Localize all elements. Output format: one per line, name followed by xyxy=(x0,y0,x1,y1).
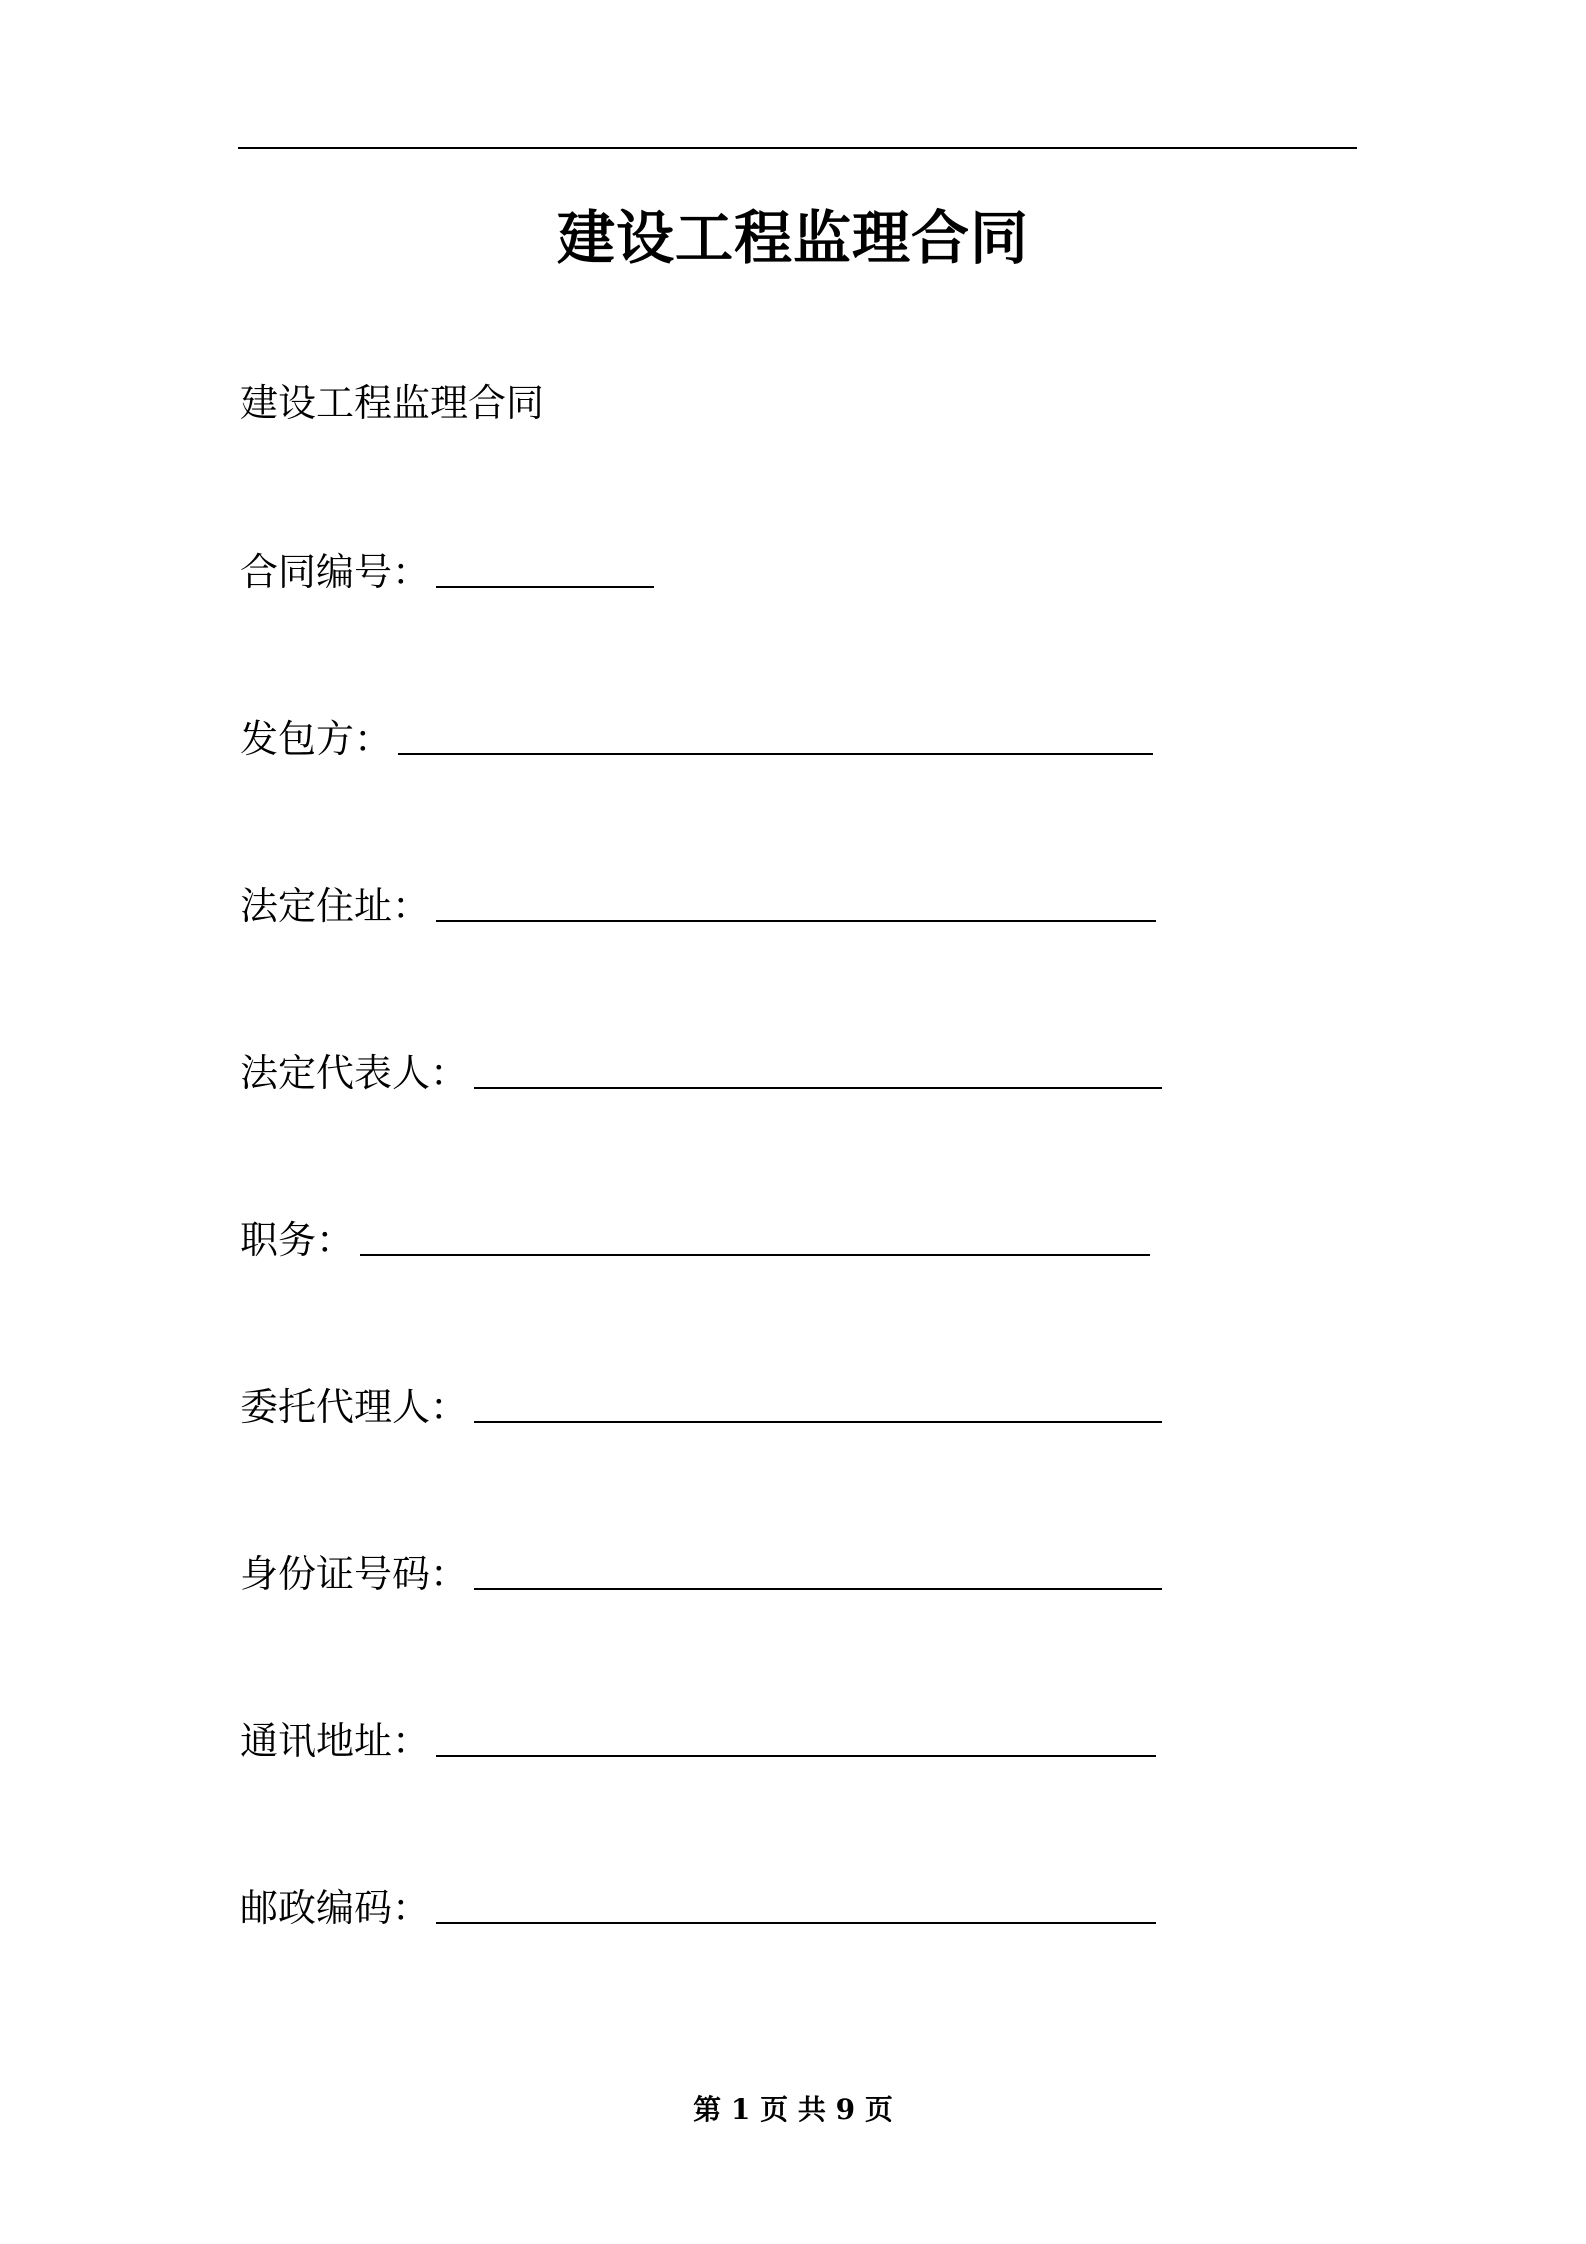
field-label-employer: 发包方： xyxy=(240,717,393,761)
document-title: 建设工程监理合同 xyxy=(556,204,1029,272)
field-label-contract-number: 合同编号： xyxy=(240,550,431,594)
header-rule xyxy=(238,147,1357,149)
field-label-id-number: 身份证号码： xyxy=(240,1552,469,1596)
field-blank-legal-representative[interactable] xyxy=(474,1087,1162,1089)
field-blank-contract-number[interactable] xyxy=(436,586,654,588)
field-label-legal-address: 法定住址： xyxy=(240,884,431,928)
form-row-contract-number xyxy=(240,547,654,597)
field-blank-legal-address[interactable] xyxy=(436,920,1156,922)
form-row-id-number xyxy=(240,1549,1162,1599)
form-row-mailing-address xyxy=(240,1716,1156,1766)
field-label-position: 职务： xyxy=(240,1218,355,1262)
form-row-postal-code xyxy=(240,1883,1156,1933)
field-label-legal-representative: 法定代表人： xyxy=(240,1051,469,1095)
field-blank-mailing-address[interactable] xyxy=(436,1755,1156,1757)
form-row-legal-address xyxy=(240,881,1156,931)
document-subtitle: 建设工程监理合同 xyxy=(240,381,545,425)
field-label-postal-code: 邮政编码： xyxy=(240,1886,431,1930)
field-blank-employer[interactable] xyxy=(398,753,1153,755)
field-blank-postal-code[interactable] xyxy=(436,1922,1156,1924)
form-row-legal-representative xyxy=(240,1048,1162,1098)
field-blank-position[interactable] xyxy=(360,1254,1150,1256)
field-blank-authorized-agent[interactable] xyxy=(474,1421,1162,1423)
form-row-employer xyxy=(240,714,1153,764)
field-label-mailing-address: 通讯地址： xyxy=(240,1719,431,1763)
field-label-authorized-agent: 委托代理人： xyxy=(240,1385,469,1429)
form-row-authorized-agent xyxy=(240,1382,1162,1432)
field-blank-id-number[interactable] xyxy=(474,1588,1162,1590)
form-row-position xyxy=(240,1215,1150,1265)
page-number: 第 1 页 共 9 页 xyxy=(693,2093,893,2126)
